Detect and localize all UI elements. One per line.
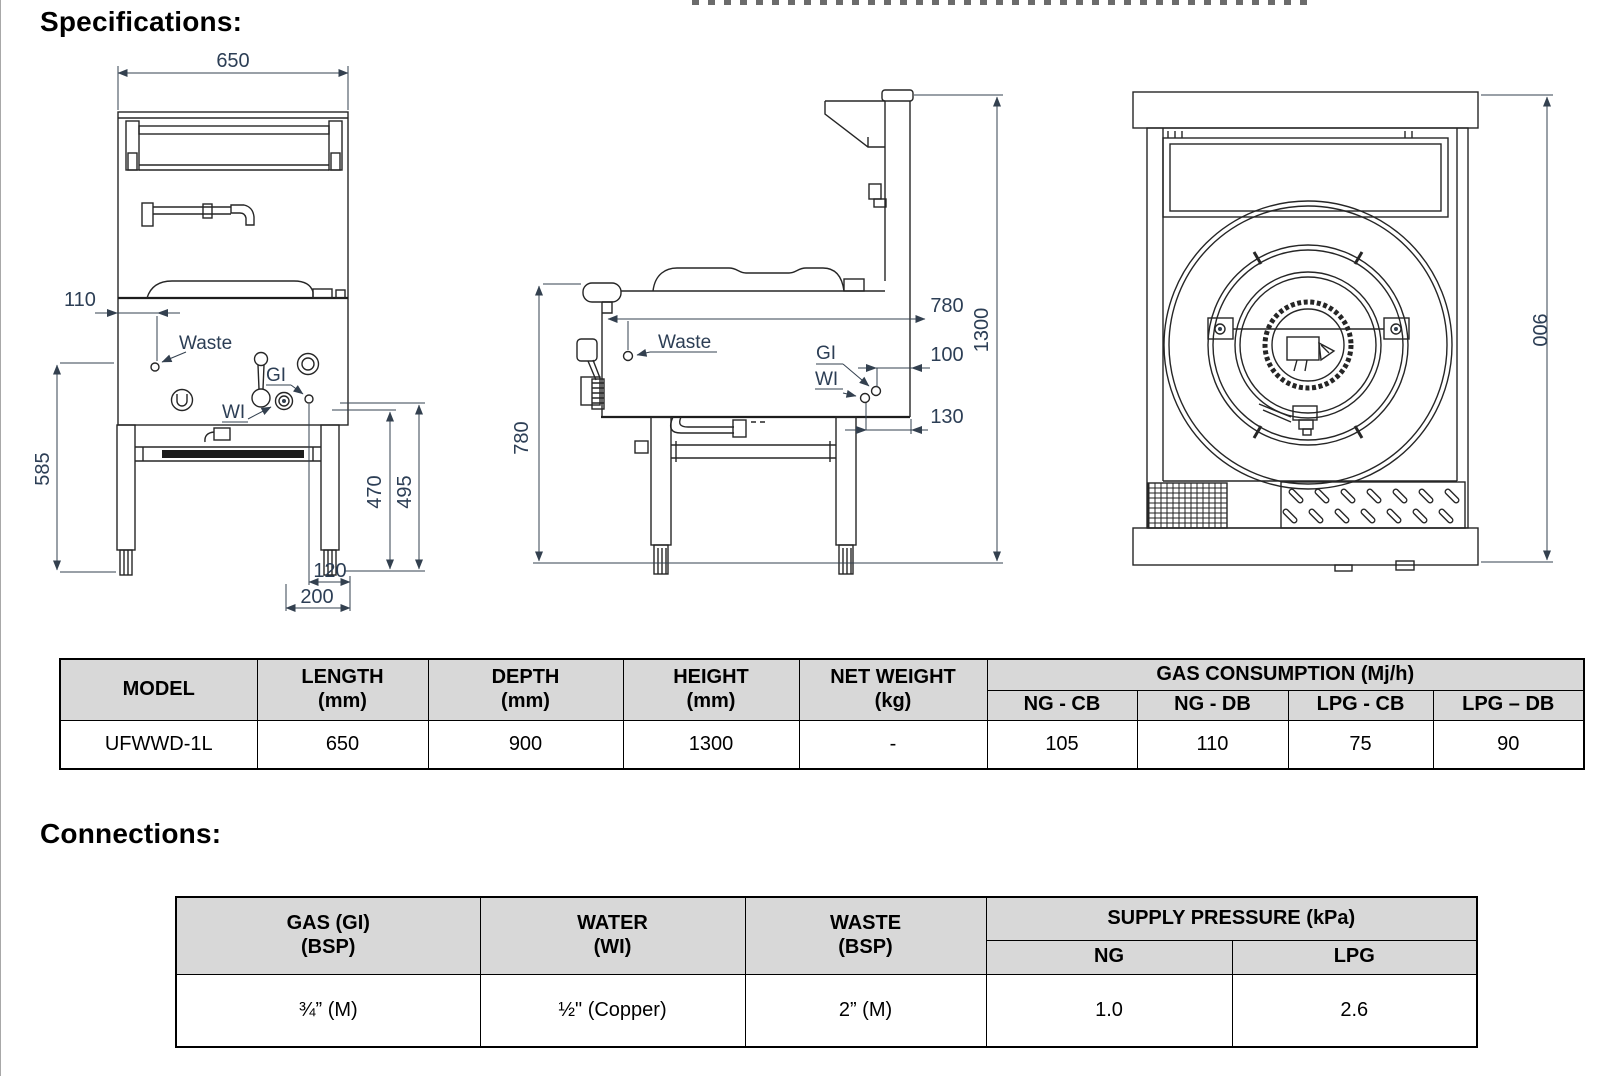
conn-value-gas: ¾” (M) [176,974,480,1047]
conn-col-water-label: WATER [577,912,648,935]
front-dim-leg-height: 585 [32,452,54,486]
spec-col-weight-label: NET WEIGHT [830,666,956,689]
side-dim-total-height: 1300 [971,307,993,353]
top-dim-depth: 900 [1528,313,1550,347]
side-dim-wi-offset: 130 [930,406,964,428]
spec-col-length [257,659,428,720]
spec-col-height-label: HEIGHT [673,666,749,689]
spec-col-height [623,659,799,720]
spec-col-ng-cb: NG - CB [987,690,1137,720]
spec-value-length: 650 [257,720,428,769]
conn-col-waste [745,897,986,974]
spec-value-lpg-cb: 75 [1288,720,1433,769]
vent-slots [1282,488,1460,524]
front-gi-label: GI [266,365,287,386]
spec-value-height: 1300 [623,720,799,769]
front-waste-label: Waste [179,333,233,354]
conn-col-gas-unit: (BSP) [301,935,356,958]
spec-col-model: MODEL [60,659,257,720]
conn-value-waste: 2” (M) [745,974,986,1047]
spec-value-weight: - [799,720,987,769]
spec-col-depth-label: DEPTH [491,666,560,689]
front-dim-495: 495 [394,475,416,509]
spec-table-row [60,720,1584,769]
conn-col-water [480,897,745,974]
spec-col-lpg-db: LPG – DB [1433,690,1584,720]
spec-value-model: UFWWD-1L [60,720,257,769]
conn-col-waste-unit: (BSP) [838,935,893,958]
conn-col-water-unit: (WI) [593,935,632,958]
conn-col-ng: NG [986,940,1232,974]
front-wi-label: WI [222,402,246,423]
conn-col-supply-pressure: SUPPLY PRESSURE (kPa) [986,897,1477,940]
side-dim-depth: 780 [930,295,964,317]
conn-col-gas [176,897,480,974]
conn-value-lpg: 2.6 [1232,974,1477,1047]
front-view-drawing [32,50,425,611]
spec-table [59,658,1585,770]
side-view-drawing [511,90,1003,574]
spec-col-depth-unit: (mm) [501,689,550,712]
spec-value-ng-cb: 105 [987,720,1137,769]
spec-value-lpg-db: 90 [1433,720,1584,769]
spec-col-weight [799,659,987,720]
spec-col-depth [428,659,623,720]
spec-col-length-label: LENGTH [301,666,384,689]
spec-col-gas-consumption: GAS CONSUMPTION (Mj/h) [987,659,1584,690]
conn-col-gas-label: GAS (GI) [286,912,370,935]
side-gi-label: GI [816,343,837,364]
technical-drawings [0,45,1606,630]
clipped-title-fragment [692,0,1312,5]
front-dim-120: 120 [313,560,347,582]
spec-col-length-unit: (mm) [318,689,367,712]
connections-table [175,896,1478,1048]
spec-col-height-unit: (mm) [686,689,736,712]
top-view-drawing [1133,92,1553,571]
conn-col-waste-label: WASTE [829,912,902,935]
side-waste-label: Waste [658,332,712,353]
side-dim-gi-offset: 100 [930,344,964,366]
connections-heading: Connections: [40,818,222,849]
conn-value-water: ½" (Copper) [480,974,745,1047]
spec-value-ng-db: 110 [1137,720,1288,769]
conn-value-ng: 1.0 [986,974,1232,1047]
conn-col-lpg: LPG [1232,940,1477,974]
spec-value-depth: 900 [428,720,623,769]
spec-col-ng-db: NG - DB [1137,690,1288,720]
front-dim-200: 200 [300,586,334,608]
side-dim-counter-height: 780 [511,421,533,455]
connections-table-row [176,974,1477,1047]
front-dim-waste-offset: 110 [64,289,96,311]
specifications-heading: Specifications: [40,6,243,37]
front-dim-470: 470 [364,475,386,509]
side-wi-label: WI [815,369,839,390]
spec-col-weight-unit: (kg) [874,689,912,712]
front-dim-width: 650 [216,50,250,72]
spec-col-lpg-cb: LPG - CB [1288,690,1433,720]
